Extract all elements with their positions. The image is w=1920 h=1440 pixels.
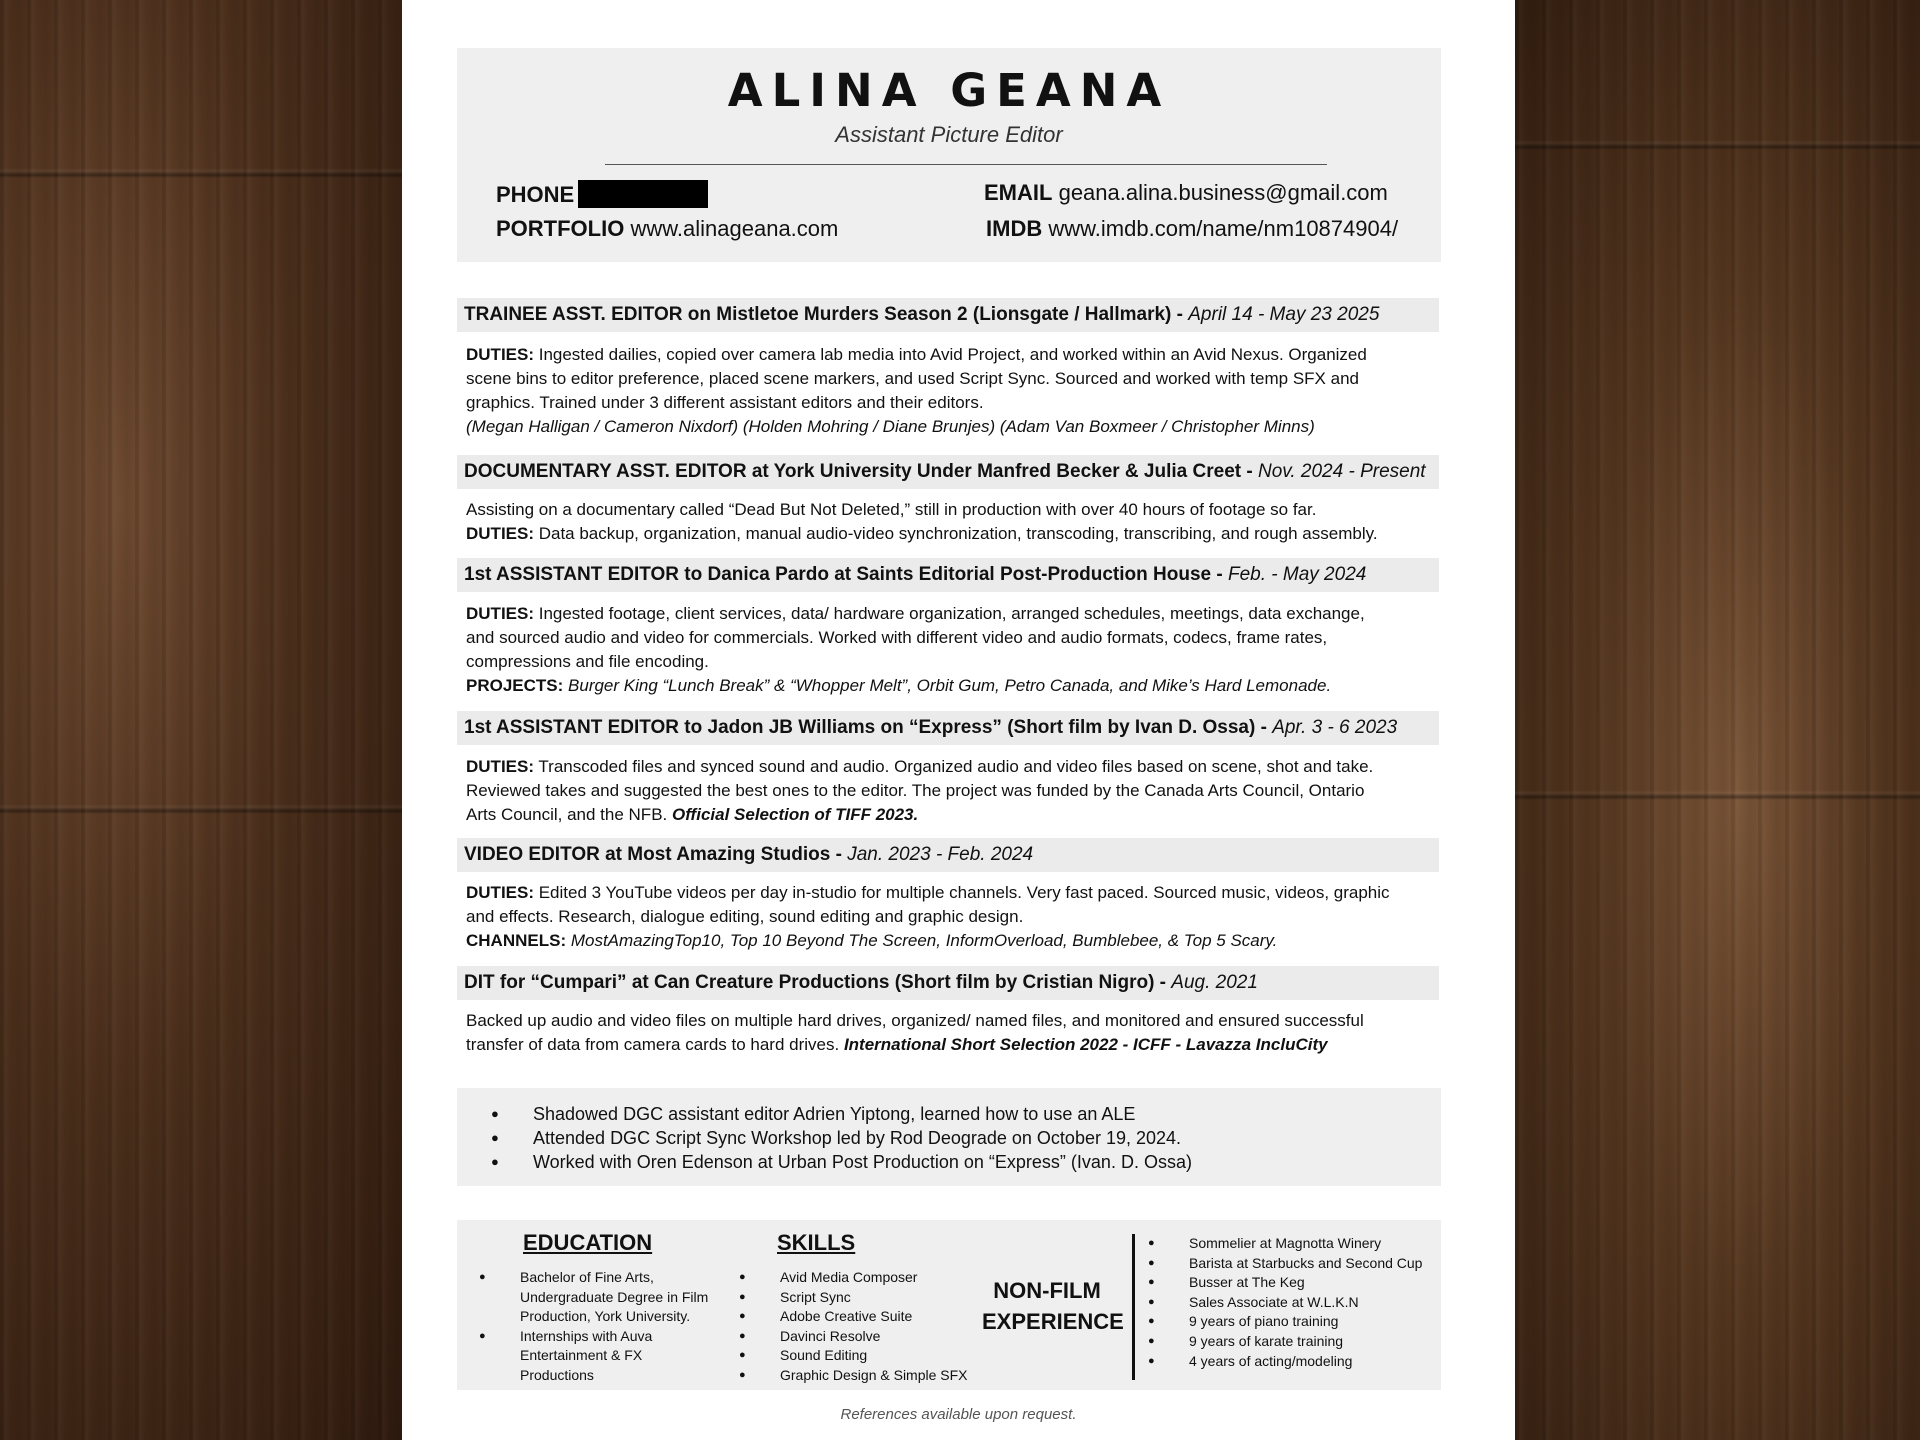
job-title: TRAINEE ASST. EDITOR on Mistletoe Murders Season 2 (Lionsgate / Hallmark) - — [464, 304, 1189, 325]
email-label: EMAIL — [984, 180, 1053, 205]
job-description — [466, 602, 1441, 698]
references-note: References available upon request. — [840, 1406, 1077, 1423]
education-heading: EDUCATION — [523, 1230, 653, 1255]
description-line — [466, 905, 1441, 929]
nonfilm-heading — [982, 1275, 1124, 1337]
job-title: VIDEO EDITOR at Most Amazing Studios - — [464, 844, 848, 865]
line-text: graphics. Trained under 3 different assistant editors and their editors. — [466, 393, 984, 412]
highlight-item: ● Worked with Oren Edenson at Urban Post Production on “Express” (Ivan. D. Ossa) — [491, 1150, 1192, 1174]
nonfilm-list — [1148, 1234, 1438, 1371]
nonfilm-item: ● 9 years of karate training — [1148, 1332, 1438, 1352]
job-description — [466, 881, 1441, 953]
line-text: Edited 3 YouTube videos per day in-studio for multiple channels. Very fast paced. Sourced music, videos, graphic — [534, 883, 1390, 902]
education-item: ● Bachelor of Fine Arts, Undergraduate Degree in Film Production, York University. — [479, 1268, 709, 1327]
line-italic-text: Burger King “Lunch Break” & “Whopper Melt”, Orbit Gum, Petro Canada, and Mike’s Hard Lemonade. — [563, 676, 1332, 695]
description-line — [466, 674, 1441, 698]
description-line — [466, 803, 1441, 827]
description-line — [466, 602, 1441, 626]
job-title-bar — [457, 455, 1439, 489]
line-text: Arts Council, and the NFB. — [466, 805, 672, 824]
summary-box — [457, 1220, 1441, 1390]
candidate-title: Assistant Picture Editor — [835, 122, 1063, 147]
line-label: PROJECTS: — [466, 676, 564, 695]
header-divider — [605, 164, 1327, 165]
job-title: 1st ASSISTANT EDITOR to Jadon JB Williams on “Express” (Short film by Ivan D. Ossa) - — [464, 717, 1273, 738]
skill-item: ● Graphic Design & Simple SFX — [739, 1366, 979, 1386]
nonfilm-item: ● Sales Associate at W.L.K.N — [1148, 1293, 1438, 1313]
wood-background-right — [1515, 0, 1920, 1440]
section-divider — [1132, 1234, 1135, 1380]
line-text: Backed up audio and video files on multiple hard drives, organized/ named files, and monitored and ensured successful — [466, 1011, 1364, 1030]
highlight-item: ● Attended DGC Script Sync Workshop led by Rod Deograde on October 19, 2024. — [491, 1126, 1192, 1150]
line-text: and effects. Research, dialogue editing, sound editing and graphic design. — [466, 907, 1024, 926]
highlight-item: ● Shadowed DGC assistant editor Adrien Yiptong, learned how to use an ALE — [491, 1102, 1192, 1126]
nonfilm-heading-line1: NON-FILM — [993, 1278, 1101, 1303]
job-description — [466, 343, 1441, 439]
line-italic-text: (Megan Halligan / Cameron Nixdorf) (Holden Mohring / Diane Brunjes) (Adam Van Boxmeer / Christopher Minns) — [466, 417, 1315, 436]
line-label: DUTIES: — [466, 883, 534, 902]
description-line — [466, 415, 1441, 439]
resume-header — [457, 48, 1441, 262]
line-text: Reviewed takes and suggested the best ones to the editor. The project was funded by the Canada Arts Council, Ontario — [466, 781, 1365, 800]
phone-label: PHONE — [496, 182, 575, 207]
description-line — [466, 498, 1441, 522]
resume-page — [402, 0, 1515, 1440]
line-label: DUTIES: — [466, 604, 534, 623]
description-line — [466, 391, 1441, 415]
line-award-text: Official Selection of TIFF 2023. — [671, 805, 919, 824]
highlights-list — [491, 1102, 1192, 1174]
nonfilm-item: ● Busser at The Keg — [1148, 1273, 1438, 1293]
description-line — [466, 1033, 1441, 1057]
nonfilm-item: ● 4 years of acting/modeling — [1148, 1352, 1438, 1372]
portfolio-row — [496, 216, 838, 242]
description-line — [466, 650, 1441, 674]
phone-row — [496, 180, 708, 208]
job-title: DIT for “Cumpari” at Can Creature Productions (Short film by Cristian Nigro) - — [464, 972, 1172, 993]
line-award-text: International Short Selection 2022 - ICFF - Lavazza IncluCity — [843, 1035, 1328, 1054]
description-line — [466, 755, 1441, 779]
line-text: Ingested footage, client services, data/ hardware organization, arranged schedules, meetings, data exchange, — [534, 604, 1365, 623]
nonfilm-item: ● 9 years of piano training — [1148, 1312, 1438, 1332]
imdb-link[interactable]: www.imdb.com/name/nm10874904/ — [1048, 216, 1399, 241]
line-text: and sourced audio and video for commercials. Worked with different video and audio formats, codecs, frame rates, — [466, 628, 1328, 647]
skills-heading: SKILLS — [777, 1230, 856, 1255]
skill-item: ● Adobe Creative Suite — [739, 1307, 979, 1327]
skill-item: ● Davinci Resolve — [739, 1327, 979, 1347]
job-description — [466, 755, 1441, 827]
nonfilm-item: ● Sommelier at Magnotta Winery — [1148, 1234, 1438, 1254]
description-line — [466, 522, 1441, 546]
candidate-name: ALINA GEANA — [727, 64, 1171, 117]
line-text: Transcoded files and synced sound and audio. Organized audio and video files based on scene, shot and take. — [534, 757, 1374, 776]
nonfilm-item: ● Barista at Starbucks and Second Cup — [1148, 1254, 1438, 1274]
description-line — [466, 779, 1441, 803]
description-line — [466, 626, 1441, 650]
email-row — [984, 180, 1388, 206]
skills-list — [739, 1268, 979, 1386]
description-line — [466, 1009, 1441, 1033]
job-title: DOCUMENTARY ASST. EDITOR at York University Under Manfred Becker & Julia Creet - — [464, 461, 1258, 482]
redacted-phone — [578, 180, 708, 208]
portfolio-label: PORTFOLIO — [496, 216, 625, 241]
job-dates: Nov. 2024 - Present — [1257, 461, 1426, 482]
email-link[interactable]: geana.alina.business@gmail.com — [1058, 180, 1388, 205]
job-title-bar — [457, 558, 1439, 592]
imdb-row — [986, 216, 1398, 242]
job-title-bar — [457, 966, 1439, 1000]
description-line — [466, 343, 1441, 367]
job-title-bar — [457, 838, 1439, 872]
skill-item: ● Sound Editing — [739, 1346, 979, 1366]
job-dates: Feb. - May 2024 — [1227, 564, 1367, 585]
job-description — [466, 498, 1441, 546]
nonfilm-heading-line2: EXPERIENCE — [982, 1309, 1124, 1334]
portfolio-link[interactable]: www.alinageana.com — [630, 216, 839, 241]
line-text: Data backup, organization, manual audio-video synchronization, transcoding, transcribing, and rough assembly. — [534, 524, 1378, 543]
description-line — [466, 881, 1441, 905]
line-text: scene bins to editor preference, placed scene markers, and used Script Sync. Sourced and worked with temp SFX and — [466, 369, 1359, 388]
imdb-label: IMDB — [986, 216, 1043, 241]
line-italic-text: MostAmazingTop10, Top 10 Beyond The Screen, InformOverload, Bumblebee, & Top 5 Scary. — [566, 931, 1278, 950]
job-title: 1st ASSISTANT EDITOR to Danica Pardo at Saints Editorial Post-Production House - — [464, 564, 1228, 585]
job-dates: April 14 - May 23 2025 — [1188, 304, 1380, 325]
line-label: DUTIES: — [466, 757, 534, 776]
job-dates: Aug. 2021 — [1171, 972, 1258, 993]
line-text: Ingested dailies, copied over camera lab media into Avid Project, and worked within an Avid Nexus. Organized — [534, 345, 1367, 364]
line-text: compressions and file encoding. — [466, 652, 709, 671]
line-label: DUTIES: — [466, 345, 534, 364]
description-line — [466, 929, 1441, 953]
highlights-box — [457, 1088, 1441, 1186]
job-title-bar — [457, 711, 1439, 745]
line-text: Assisting on a documentary called “Dead But Not Deleted,” still in production with over 40 hours of footage so far. — [466, 500, 1317, 519]
job-description — [466, 1009, 1441, 1057]
line-label: DUTIES: — [466, 524, 534, 543]
description-line — [466, 367, 1441, 391]
skill-item: ● Script Sync — [739, 1288, 979, 1308]
job-title-bar — [457, 298, 1439, 332]
education-item: ● Internships with Auva Entertainment & FX Productions — [479, 1327, 709, 1386]
education-list — [479, 1268, 709, 1386]
line-text: transfer of data from camera cards to hard drives. — [466, 1035, 844, 1054]
line-label: CHANNELS: — [466, 931, 567, 950]
job-dates: Apr. 3 - 6 2023 — [1272, 717, 1398, 738]
skill-item: ● Avid Media Composer — [739, 1268, 979, 1288]
job-dates: Jan. 2023 - Feb. 2024 — [847, 844, 1034, 865]
wood-background-left — [0, 0, 402, 1440]
